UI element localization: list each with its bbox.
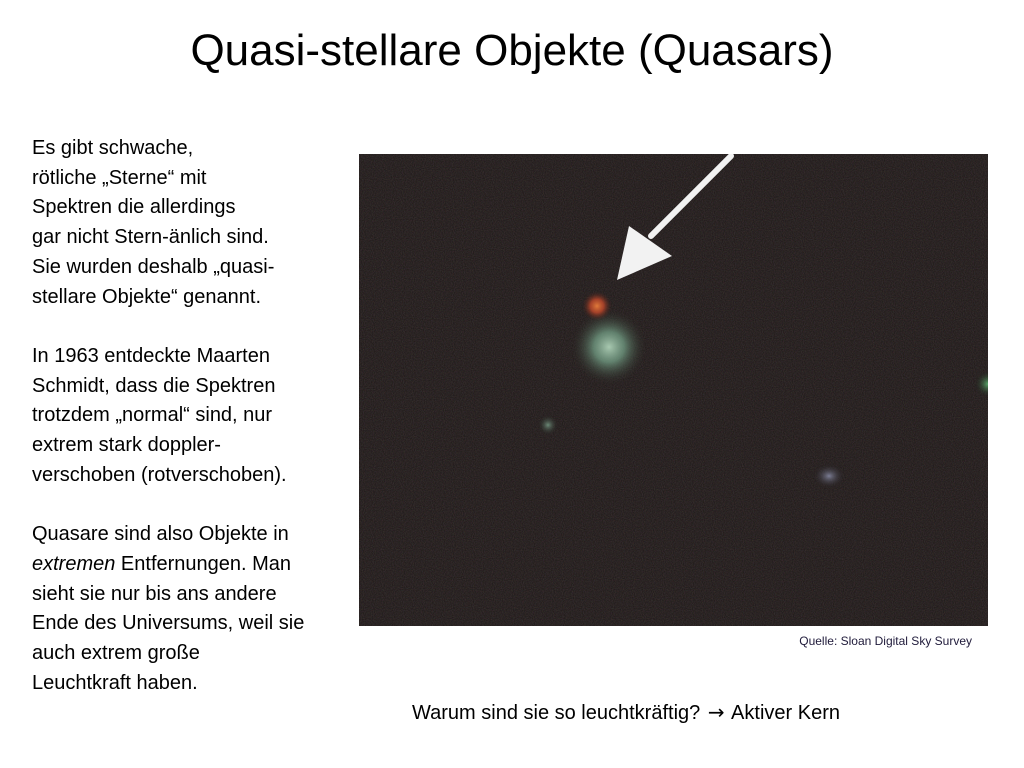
body-text [32, 134, 357, 698]
question-line [412, 699, 840, 726]
paragraph-schmidt: In 1963 entdeckte Maarten Schmidt, dass die Spektren trotzdem „normal“ sind, nur extrem stark doppler- verschoben (rotverschoben). [32, 344, 287, 486]
paragraph-distance-start: Quasare sind also Objekte in [32, 523, 289, 546]
paragraph-spacer [32, 490, 357, 520]
host-galaxy [571, 309, 647, 385]
paragraph-distance-end: Entfernungen. Man sieht sie nur bis ans andere Ende des Universums, weil sie auch extrem große Leuchtkraft haben. [32, 552, 305, 694]
question-answer: Aktiver Kern [731, 702, 840, 724]
paragraph-distance [32, 520, 357, 698]
emphasis-extremen: extremen [32, 552, 116, 575]
question-text: Warum sind sie so leuchtkräftig? [412, 702, 701, 724]
paragraph-spacer [32, 312, 357, 342]
quasar-object [582, 291, 612, 321]
quasar-sky-image [359, 154, 988, 626]
paragraph-discovery: Es gibt schwache, rötliche „Sterne“ mit Spektren die allerdings gar nicht Stern-änlich sind. Sie wurden deshalb „quasi- stellare Objekte“ genannt. [32, 137, 275, 308]
image-caption: Quelle: Sloan Digital Sky Survey [799, 634, 972, 648]
slide-title: Quasi-stellare Objekte (Quasars) [190, 26, 834, 75]
right-arrow-icon: → [707, 700, 725, 724]
faint-galaxy [812, 463, 846, 489]
sky-image-svg [359, 154, 988, 626]
faint-object [537, 414, 559, 436]
sky-noise [359, 154, 988, 626]
